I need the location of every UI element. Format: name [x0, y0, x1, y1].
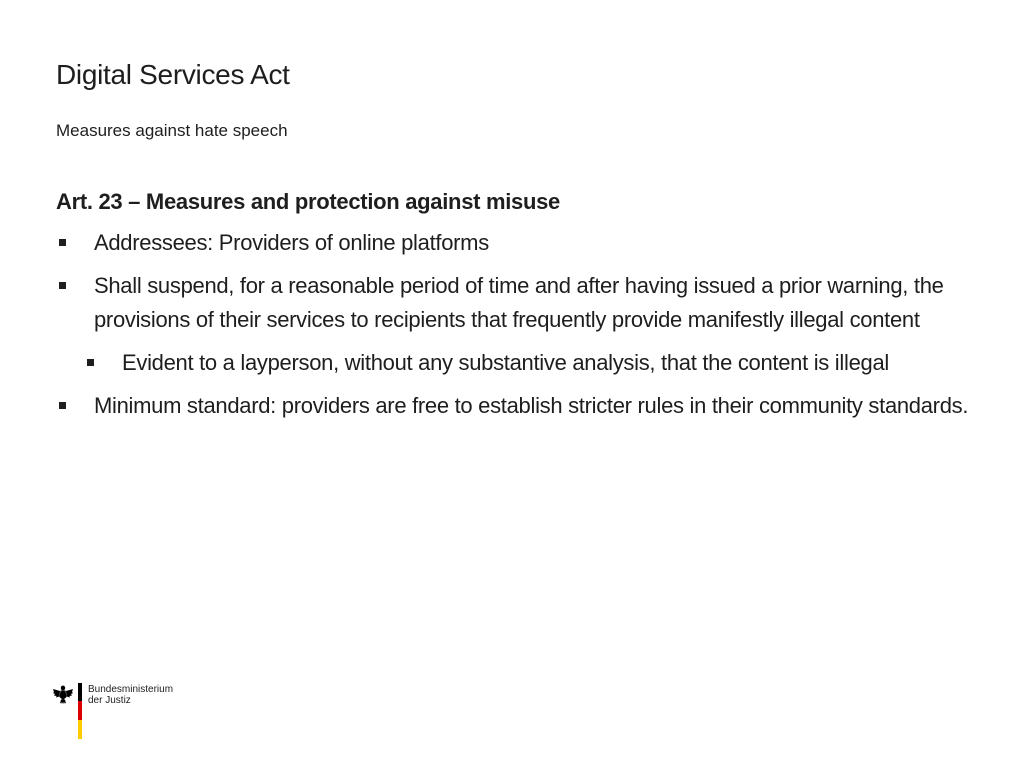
bullet-text: Evident to a layperson, without any substantive analysis, that the content is illegal [122, 350, 889, 375]
slide-title: Digital Services Act [56, 59, 290, 90]
slide-subtitle: Measures against hate speech [56, 121, 288, 140]
article-heading: Art. 23 – Measures and protection against misuse [56, 189, 560, 214]
sub-bullet-item [84, 346, 976, 380]
square-bullet-icon [59, 402, 66, 409]
bullet-text: Addressees: Providers of online platforms [94, 230, 489, 255]
flag-black-band [78, 683, 82, 701]
square-bullet-icon [59, 239, 66, 246]
ministry-name-line1: Bundesministerium [88, 684, 174, 695]
federal-eagle-icon [52, 683, 74, 705]
ministry-name [88, 684, 173, 706]
bullet-text: Minimum standard: providers are free to establish stricter rules in their community standards. [94, 393, 969, 418]
flag-red-band [78, 701, 82, 720]
bullet-item [56, 389, 976, 423]
slide-content [56, 186, 976, 432]
square-bullet-icon [59, 282, 66, 289]
bullet-item [56, 269, 976, 337]
bullet-item [56, 226, 976, 260]
ministry-name-line2: der Justiz [88, 695, 131, 706]
ministry-logo [52, 683, 172, 741]
bullet-text: Shall suspend, for a reasonable period of time and after having issued a prior warning, the provisions of their services to recipients that frequently provide manifestly illegal content [94, 273, 944, 332]
square-bullet-icon [87, 359, 94, 366]
flag-gold-band [78, 720, 82, 739]
german-flag-stripe [78, 683, 82, 739]
